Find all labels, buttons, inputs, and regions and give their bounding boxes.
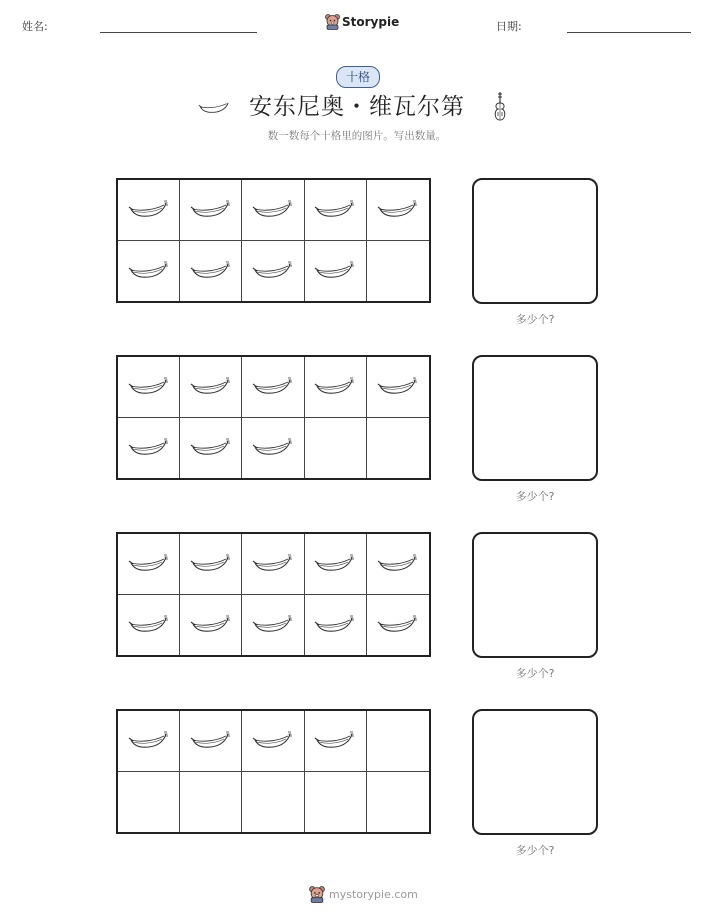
instructions: 数一数每个十格里的图片。写出数量。 (267, 130, 447, 142)
gondola-icon (189, 433, 233, 463)
gondola-icon (127, 256, 171, 286)
ten-frame-cell (180, 357, 242, 418)
ten-frame-cell (367, 180, 429, 241)
ten-frame (116, 355, 431, 480)
ten-frame-cell (305, 180, 367, 241)
how-many-prompt: 多少个? (515, 490, 555, 503)
gondola-icon (127, 372, 171, 402)
gondola-icon (313, 726, 357, 756)
ten-frame-cell (180, 711, 242, 772)
gondola-icon (127, 726, 171, 756)
answer-box[interactable] (472, 709, 598, 835)
gondola-icon (251, 195, 295, 225)
gondola-icon (189, 610, 233, 640)
gondola-icon (127, 433, 171, 463)
ten-frame-cell (242, 180, 304, 241)
ten-frame-cell (242, 595, 304, 656)
ten-frame-cell (242, 534, 304, 595)
ten-frame-cell (118, 180, 180, 241)
gondola-icon (189, 549, 233, 579)
ten-frame-cell (118, 711, 180, 772)
gondola-icon (376, 610, 420, 640)
gondola-icon (189, 372, 233, 402)
ten-frame-cell (242, 418, 304, 479)
ten-frame-cell (180, 180, 242, 241)
ten-frame-cell (118, 418, 180, 479)
ten-frame-cell (180, 595, 242, 656)
date-label: 日期: (496, 20, 522, 33)
ten-frame-badge: 十格 (336, 66, 380, 88)
how-many-prompt: 多少个? (515, 667, 555, 680)
gondola-icon (313, 195, 357, 225)
violin-icon (492, 91, 508, 123)
ten-frame (116, 709, 431, 834)
ten-frame-cell (305, 772, 367, 833)
ten-frame-cell (367, 357, 429, 418)
ten-frame-cell (367, 711, 429, 772)
ten-frame-cell (242, 357, 304, 418)
gondola-icon (251, 256, 295, 286)
ten-frame-cell (242, 772, 304, 833)
ten-frame-cell (118, 241, 180, 302)
gondola-icon (127, 610, 171, 640)
storypie-logo (325, 13, 399, 30)
ten-frame-cell (305, 711, 367, 772)
ten-frame-cell (118, 357, 180, 418)
answer-box[interactable] (472, 178, 598, 304)
ten-frame-cell (242, 241, 304, 302)
ten-frame-cell (242, 711, 304, 772)
gondola-icon (376, 549, 420, 579)
gondola-icon (127, 549, 171, 579)
logo-text: Storypie (342, 14, 400, 29)
bear-mascot-icon (325, 13, 340, 30)
ten-frame-cell (118, 595, 180, 656)
gondola-icon (313, 610, 357, 640)
how-many-prompt: 多少个? (515, 313, 555, 326)
ten-frame-cell (180, 534, 242, 595)
ten-frame-cell (118, 534, 180, 595)
bear-mascot-icon (309, 885, 325, 903)
ten-frame-cell (305, 357, 367, 418)
ten-frame-cell (305, 534, 367, 595)
ten-frame-cell (305, 418, 367, 479)
gondola-icon (313, 256, 357, 286)
ten-frame-cell (180, 772, 242, 833)
ten-frame-cell (367, 534, 429, 595)
gondola-icon (251, 610, 295, 640)
ten-frame (116, 532, 431, 657)
ten-frame (116, 178, 431, 303)
gondola-icon (313, 372, 357, 402)
ten-frame-cell (118, 772, 180, 833)
gondola-icon (376, 372, 420, 402)
ten-frame-cell (305, 595, 367, 656)
gondola-icon (127, 195, 171, 225)
date-field[interactable] (567, 32, 691, 33)
footer (309, 885, 418, 903)
ten-frame-cell (367, 772, 429, 833)
gondola-icon (313, 549, 357, 579)
gondola-icon (189, 256, 233, 286)
ten-frame-cell (367, 241, 429, 302)
gondola-icon (251, 372, 295, 402)
page-title: 安东尼奥・维瓦尔第 (249, 94, 465, 120)
gondola-icon (251, 549, 295, 579)
how-many-prompt: 多少个? (515, 844, 555, 857)
answer-box[interactable] (472, 532, 598, 658)
gondola-icon (251, 433, 295, 463)
ten-frame-cell (367, 595, 429, 656)
ten-frame-cell (180, 418, 242, 479)
ten-frame-cell (305, 241, 367, 302)
ten-frame-cell (367, 418, 429, 479)
footer-url: mystorypie.com (329, 887, 418, 901)
answer-box[interactable] (472, 355, 598, 481)
gondola-icon (251, 726, 295, 756)
name-label: 姓名: (22, 20, 48, 33)
gondola-icon (376, 195, 420, 225)
gondola-icon (189, 195, 233, 225)
name-field[interactable] (100, 32, 257, 33)
ten-frame-cell (180, 241, 242, 302)
gondola-icon (189, 726, 233, 756)
